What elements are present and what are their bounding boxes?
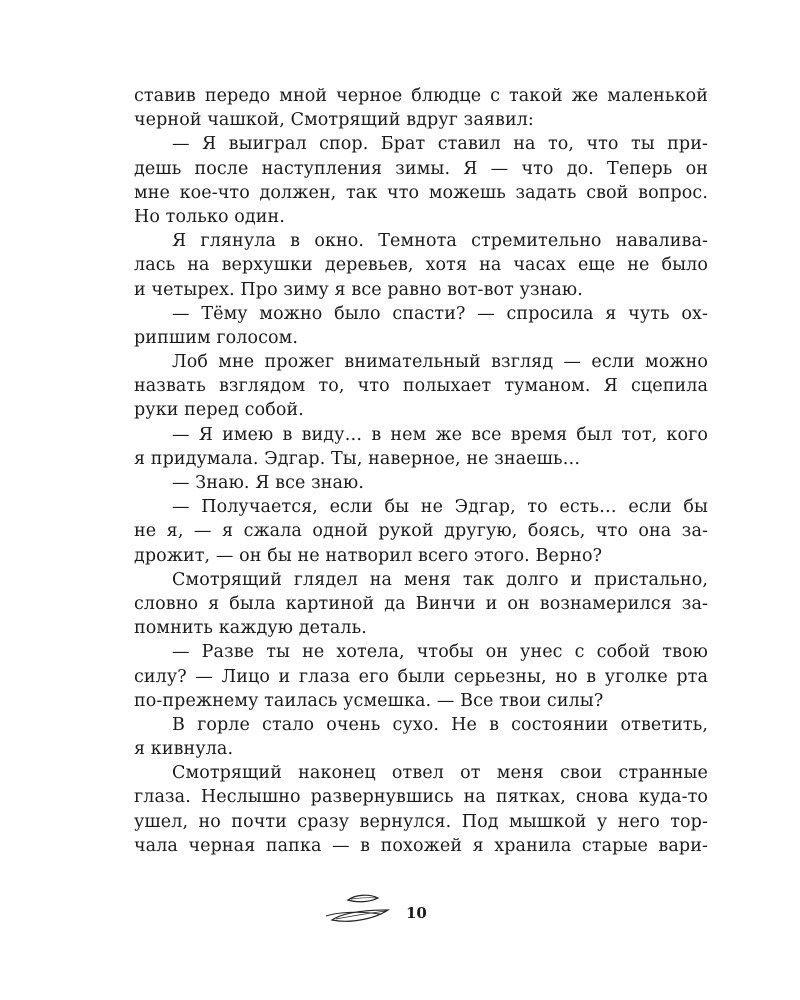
text-line: Смотрящий наконец отвел от меня свои странные [172,763,708,784]
text-line: лась на верхушки деревьев, хотя на часах еще не было [134,255,708,276]
text-line: мне кое-что должен, так что можешь задать свой вопрос. [134,182,708,203]
text-line: я кивнула. [134,739,234,760]
text-line: — Я выиграл спор. Брат ставил на то, что ты при- [172,134,708,155]
text-line: дешь после наступления зимы. Я — что до. Теперь он [134,158,708,179]
page-number: 10 [406,904,427,922]
text-line: силу? — Лицо и глаза его были серьезны, но в уголке рта [134,666,708,687]
page-footer [318,886,458,936]
text-line: — Я имею в виду… в нем же все время был тот, кого [172,424,708,445]
text-line: и четырех. Про зиму я все равно вот-вот узнаю. [134,279,583,300]
text-line: — Получается, если бы не Эдгар, то есть… если бы [172,497,708,518]
text-line: В горле стало очень сухо. Не в состоянии ответить, [172,714,708,735]
text-line: глаза. Неслышно развернувшись на пятках, снова куда-то [134,787,708,808]
text-line: словно я была картиной да Винчи и он вознамерился за- [134,593,708,614]
text-line: дрожит, — он бы не натворил всего этого. Верно? [134,545,603,566]
text-line: ушел, но почти сразу вернулся. Под мышкой у него тор- [134,811,708,832]
text-line: Но только один. [134,206,285,227]
text-line: рипшим голосом. [134,327,299,348]
text-line: Лоб мне прожег внимательный взгляд — если можно [172,352,708,373]
text-line: ставив передо мной черное блюдце с такой же маленькой [134,86,708,106]
text-line: — Знаю. Я все знаю. [172,473,365,493]
text-line: назвать взглядом то, что полыхает туманом. Я сцепила [134,376,708,397]
text-line: по-прежнему таилась усмешка. — Все твои силы? [134,690,604,711]
text-line: руки перед собой. [134,400,304,421]
page-body-text [134,84,708,858]
text-line: — Разве ты не хотела, чтобы он унес с собой твою [172,642,708,663]
text-line: помнить каждую деталь. [134,618,367,639]
text-line: чала черная папка — в похожей я хранила старые вари- [134,835,708,856]
text-line: черной чашкой, Смотрящий вдруг заявил: [134,110,534,131]
text-line: я придумала. Эдгар. Ты, наверное, не знаешь… [134,448,581,469]
text-line: не я, — я сжала одной рукой другую, боясь, что она за- [134,521,708,542]
text-line: Смотрящий глядел на меня так долго и пристально, [172,569,708,590]
leaf-ornament-icon [318,886,398,936]
text-line: Я глянула в окно. Темнота стремительно навалива- [172,231,708,252]
text-line: — Тёму можно было спасти? — спросила я чуть ох- [172,303,708,324]
